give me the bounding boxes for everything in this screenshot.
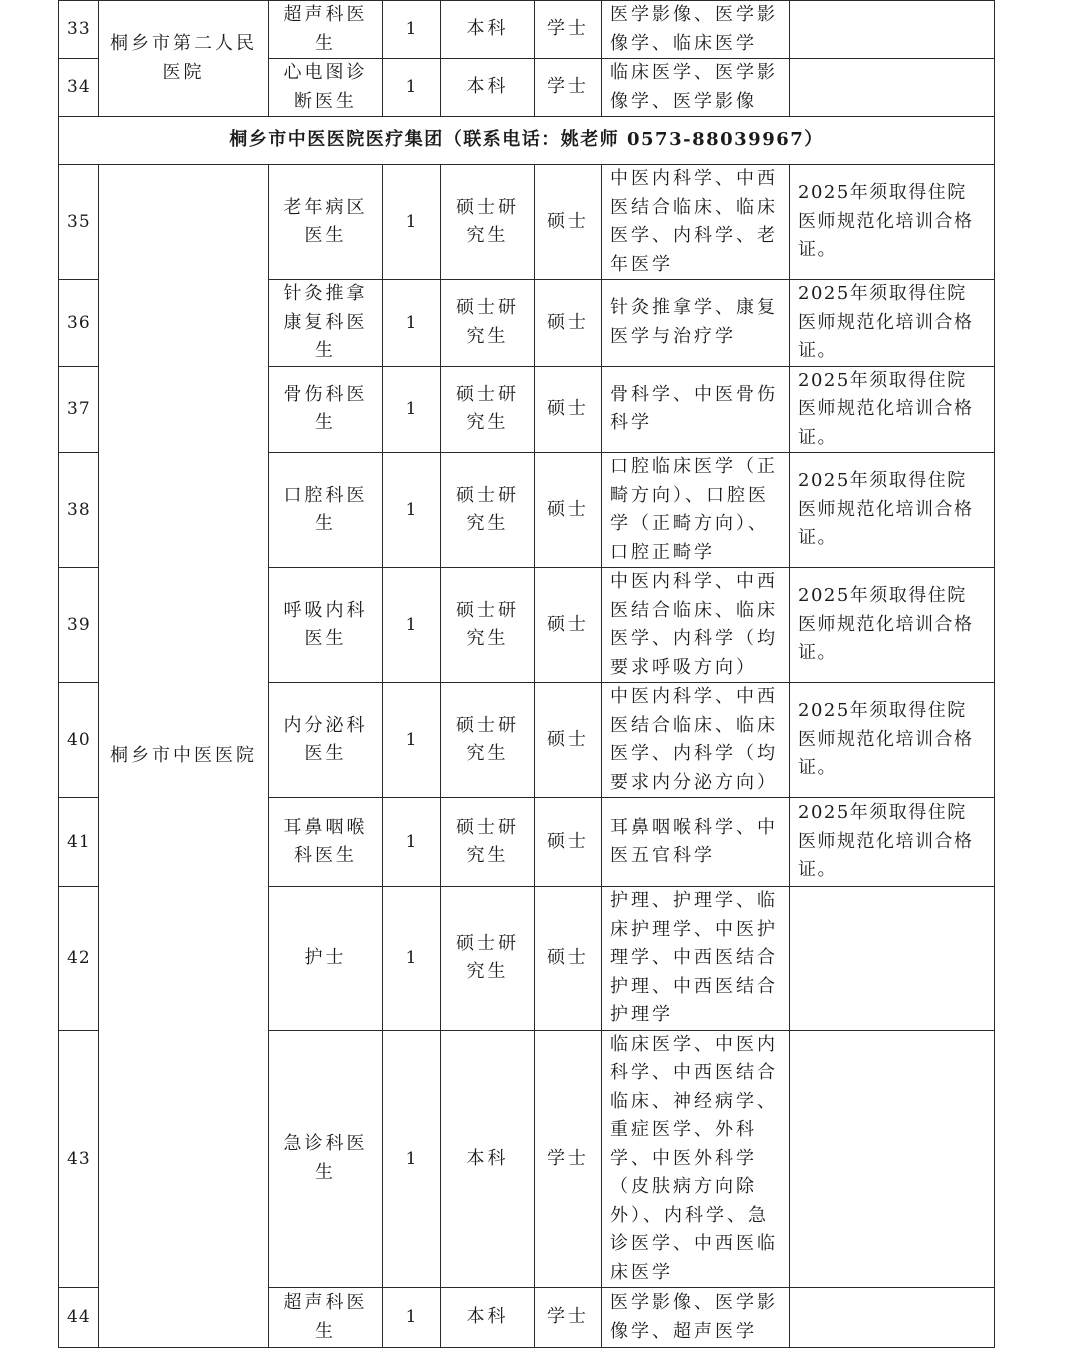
education: 本科: [441, 59, 535, 117]
note: 2025年须取得住院医师规范化培训合格证。: [790, 798, 995, 887]
education: 硕士研究生: [441, 568, 535, 683]
post-name: 老年病区医生: [269, 165, 383, 280]
post-name: 急诊科医生: [269, 1030, 383, 1288]
post-name: 耳鼻咽喉科医生: [269, 798, 383, 887]
education: 硕士研究生: [441, 165, 535, 280]
education: 硕士研究生: [441, 453, 535, 568]
post-count: 1: [383, 366, 441, 453]
education: 本科: [441, 1, 535, 59]
note: [790, 59, 995, 117]
group-header: 桐乡市中医医院医疗集团（联系电话：姚老师 0573-88039967）: [59, 117, 995, 165]
post-count: 1: [383, 1030, 441, 1288]
major: 中医内科学、中西医结合临床、临床医学、内科学（均要求内分泌方向）: [602, 683, 790, 798]
degree: 硕士: [535, 165, 602, 280]
degree: 学士: [535, 59, 602, 117]
post-count: 1: [383, 568, 441, 683]
post-count: 1: [383, 683, 441, 798]
note: 2025年须取得住院医师规范化培训合格证。: [790, 568, 995, 683]
major: 医学影像、医学影像学、临床医学: [602, 1, 790, 59]
note: 2025年须取得住院医师规范化培训合格证。: [790, 165, 995, 280]
row-number: 40: [59, 683, 99, 798]
note: 2025年须取得住院医师规范化培训合格证。: [790, 280, 995, 367]
note: 2025年须取得住院医师规范化培训合格证。: [790, 366, 995, 453]
degree: 学士: [535, 1, 602, 59]
education: 硕士研究生: [441, 366, 535, 453]
row-number: 35: [59, 165, 99, 280]
table-row: [59, 165, 995, 280]
row-number: 39: [59, 568, 99, 683]
degree: 硕士: [535, 887, 602, 1031]
job-table: [58, 0, 995, 1348]
row-number: 44: [59, 1288, 99, 1348]
row-number: 43: [59, 1030, 99, 1288]
post-count: 1: [383, 1288, 441, 1348]
group-header-row: [59, 117, 995, 165]
major: 中医内科学、中西医结合临床、临床医学、内科学（均要求呼吸方向）: [602, 568, 790, 683]
post-name: 护士: [269, 887, 383, 1031]
degree: 学士: [535, 1288, 602, 1348]
table-row: [59, 1, 995, 59]
job-table-page: [58, 0, 994, 1348]
post-count: 1: [383, 798, 441, 887]
major: 口腔临床医学（正畸方向）、口腔医学（正畸方向）、口腔正畸学: [602, 453, 790, 568]
education: 硕士研究生: [441, 798, 535, 887]
education: 本科: [441, 1030, 535, 1288]
row-number: 33: [59, 1, 99, 59]
major: 护理、护理学、临床护理学、中医护理学、中西医结合护理、中西医结合护理学: [602, 887, 790, 1031]
post-name: 超声科医生: [269, 1, 383, 59]
major: 中医内科学、中西医结合临床、临床医学、内科学、老年医学: [602, 165, 790, 280]
degree: 硕士: [535, 366, 602, 453]
post-count: 1: [383, 59, 441, 117]
post-name: 口腔科医生: [269, 453, 383, 568]
unit-name: 桐乡市中医医院: [99, 165, 269, 1348]
note: [790, 1288, 995, 1348]
major: 临床医学、医学影像学、医学影像: [602, 59, 790, 117]
post-count: 1: [383, 280, 441, 367]
post-name: 骨伤科医生: [269, 366, 383, 453]
education: 硕士研究生: [441, 887, 535, 1031]
post-name: 超声科医生: [269, 1288, 383, 1348]
post-name: 内分泌科医生: [269, 683, 383, 798]
row-number: 41: [59, 798, 99, 887]
note: [790, 1, 995, 59]
row-number: 42: [59, 887, 99, 1031]
degree: 学士: [535, 1030, 602, 1288]
unit-name: 桐乡市第二人民医院: [99, 1, 269, 117]
major: 耳鼻咽喉科学、中医五官科学: [602, 798, 790, 887]
row-number: 37: [59, 366, 99, 453]
degree: 硕士: [535, 280, 602, 367]
post-name: 呼吸内科医生: [269, 568, 383, 683]
major: 临床医学、中医内科学、中西医结合临床、神经病学、重症医学、外科学、中医外科学（皮肤病方向除外）、内科学、急诊医学、中西医临床医学: [602, 1030, 790, 1288]
row-number: 36: [59, 280, 99, 367]
post-count: 1: [383, 453, 441, 568]
post-count: 1: [383, 887, 441, 1031]
note: 2025年须取得住院医师规范化培训合格证。: [790, 683, 995, 798]
degree: 硕士: [535, 453, 602, 568]
note: [790, 1030, 995, 1288]
education: 硕士研究生: [441, 280, 535, 367]
degree: 硕士: [535, 683, 602, 798]
post-count: 1: [383, 165, 441, 280]
row-number: 34: [59, 59, 99, 117]
education: 本科: [441, 1288, 535, 1348]
degree: 硕士: [535, 568, 602, 683]
post-name: 针灸推拿康复科医生: [269, 280, 383, 367]
education: 硕士研究生: [441, 683, 535, 798]
post-name: 心电图诊断医生: [269, 59, 383, 117]
major: 针灸推拿学、康复医学与治疗学: [602, 280, 790, 367]
major: 医学影像、医学影像学、超声医学: [602, 1288, 790, 1348]
note: 2025年须取得住院医师规范化培训合格证。: [790, 453, 995, 568]
major: 骨科学、中医骨伤科学: [602, 366, 790, 453]
row-number: 38: [59, 453, 99, 568]
degree: 硕士: [535, 798, 602, 887]
post-count: 1: [383, 1, 441, 59]
note: [790, 887, 995, 1031]
